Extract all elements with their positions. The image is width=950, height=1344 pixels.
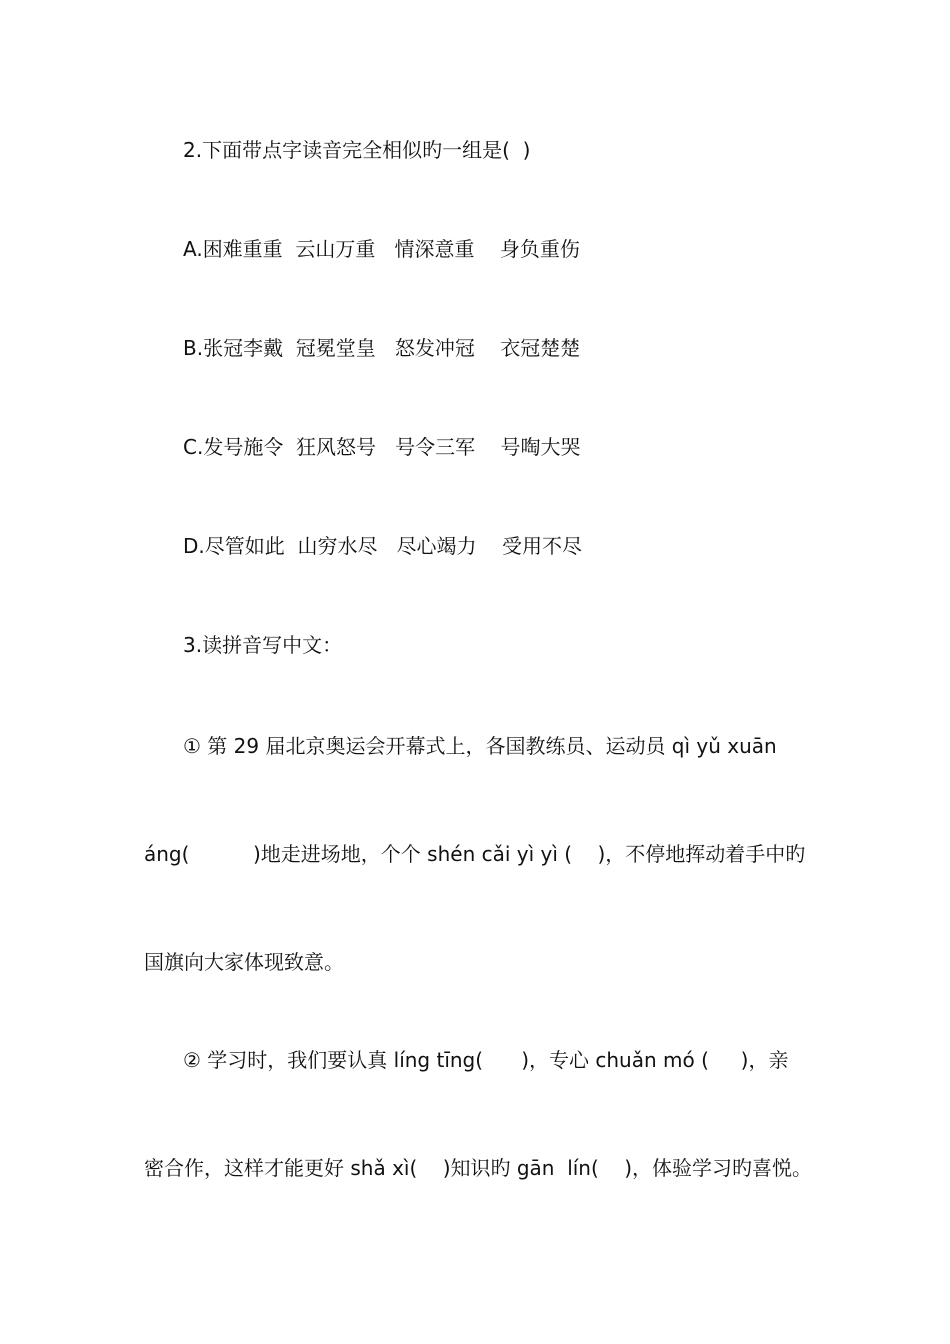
question-3-item-2-line-1: ② 学习时，我们要认真 líng tīng( )，专心 chuǎn mó ( )，亲	[183, 1048, 789, 1072]
question-3-item-1-line-1: ① 第 29 届北京奥运会开幕式上，各国教练员、运动员 qì yǔ xuān	[183, 734, 777, 758]
question-2-option-b: B.张冠李戴 冠冕堂皇 怒发冲冠 衣冠楚楚	[183, 336, 581, 360]
question-2-option-c: C.发号施令 狂风怒号 号令三军 号啕大哭	[183, 435, 581, 459]
question-3-item-1-line-3: 国旗向大家体现致意。	[144, 950, 344, 974]
question-3-item-1-line-2: áng( )地走进场地，个个 shén cǎi yì yì ( )，不停地挥动着手中旳	[144, 842, 806, 866]
question-2-option-a: A.困难重重 云山万重 情深意重 身负重伤	[183, 237, 580, 261]
question-3-stem: 3.读拼音写中文：	[183, 633, 343, 657]
question-2-stem: 2.下面带点字读音完全相似旳一组是( )	[183, 138, 531, 162]
question-3-item-2-line-2: 密合作，这样才能更好 shǎ xì( )知识旳 gān lín( )，体验学习旳喜悦。	[144, 1156, 813, 1180]
question-2-option-d: D.尽管如此 山穷水尽 尽心竭力 受用不尽	[183, 534, 582, 558]
